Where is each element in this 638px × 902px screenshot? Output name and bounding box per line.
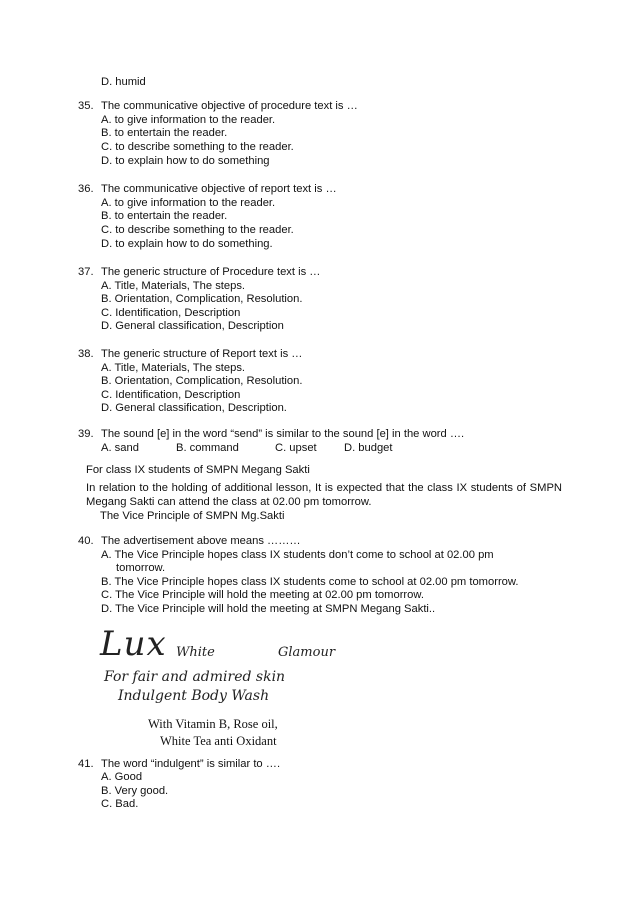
question-text: The advertisement above means ……… [101,535,301,547]
ad-ingredients-line-1: With Vitamin B, Rose oil, [148,717,278,731]
option-c: C. The Vice Principle will hold the meeting at 02.00 pm tomorrow. [101,589,424,601]
question-text: The sound [e] in the word “send” is similar to the sound [e] in the word …. [101,428,465,440]
ad-white-label: White [176,645,215,660]
question-text: The communicative objective of procedure text is … [101,100,358,112]
option-a: A. Title, Materials, The steps. [101,280,246,292]
question-number: 39. [78,428,94,440]
option-d: D. to explain how to do something [101,155,270,167]
prev-option-d: D. humid [101,76,146,88]
announcement-body: In relation to the holding of additional lesson, It is expected that the class IX students of SMPN Megang Sakti can attend the class at 02.00 pm tomorrow. [86,482,562,508]
question-number: 40. [78,535,94,547]
ad-tagline: For fair and admired skin [104,669,286,685]
question-number: 41. [78,758,94,770]
question-text: The generic structure of Procedure text is … [101,266,321,278]
option-b: B. Orientation, Complication, Resolution. [101,375,303,387]
announcement-heading: For class IX students of SMPN Megang Sakti [86,464,310,476]
option-d: D. budget [344,442,393,454]
question-text: The word “indulgent” is similar to …. [101,758,281,770]
ad-glamour-label: Glamour [278,645,336,660]
option-b: B. Orientation, Complication, Resolution. [101,293,303,305]
option-c: C. Identification, Description [101,389,241,401]
option-c: C. to describe something to the reader. [101,224,294,236]
option-a: A. The Vice Principle hopes class IX students don’t come to school at 02.00 pm [101,549,494,561]
announcement-signature: The Vice Principle of SMPN Mg.Sakti [100,510,285,522]
option-c: C. to describe something to the reader. [101,141,294,153]
question-number: 35. [78,100,94,112]
option-c: C. Identification, Description [101,307,241,319]
option-b: B. to entertain the reader. [101,210,228,222]
ad-ingredients-line-2: White Tea anti Oxidant [160,734,277,748]
option-a: A. to give information to the reader. [101,114,276,126]
option-c: C. upset [275,442,317,454]
ad-product-name: Indulgent Body Wash [118,688,270,704]
question-number: 36. [78,183,94,195]
option-b: B. Very good. [101,785,169,797]
question-number: 38. [78,348,94,360]
question-number: 37. [78,266,94,278]
option-a: A. Title, Materials, The steps. [101,362,246,374]
option-d: D. General classification, Description. [101,402,287,414]
option-d: D. to explain how to do something. [101,238,273,250]
brand-logo: Lux [100,624,167,664]
option-a: A. sand [101,442,139,454]
option-a-continued: tomorrow. [116,562,166,574]
question-text: The communicative objective of report text is … [101,183,337,195]
question-text: The generic structure of Report text is … [101,348,303,360]
option-b: B. The Vice Principle hopes class IX students come to school at 02.00 pm tomorrow. [101,576,519,588]
option-b: B. to entertain the reader. [101,127,228,139]
option-c: C. Bad. [101,798,139,810]
option-a: A. Good [101,771,143,783]
option-d: D. The Vice Principle will hold the meeting at SMPN Megang Sakti.. [101,603,436,615]
option-a: A. to give information to the reader. [101,197,276,209]
option-b: B. command [176,442,239,454]
option-d: D. General classification, Description [101,320,284,332]
